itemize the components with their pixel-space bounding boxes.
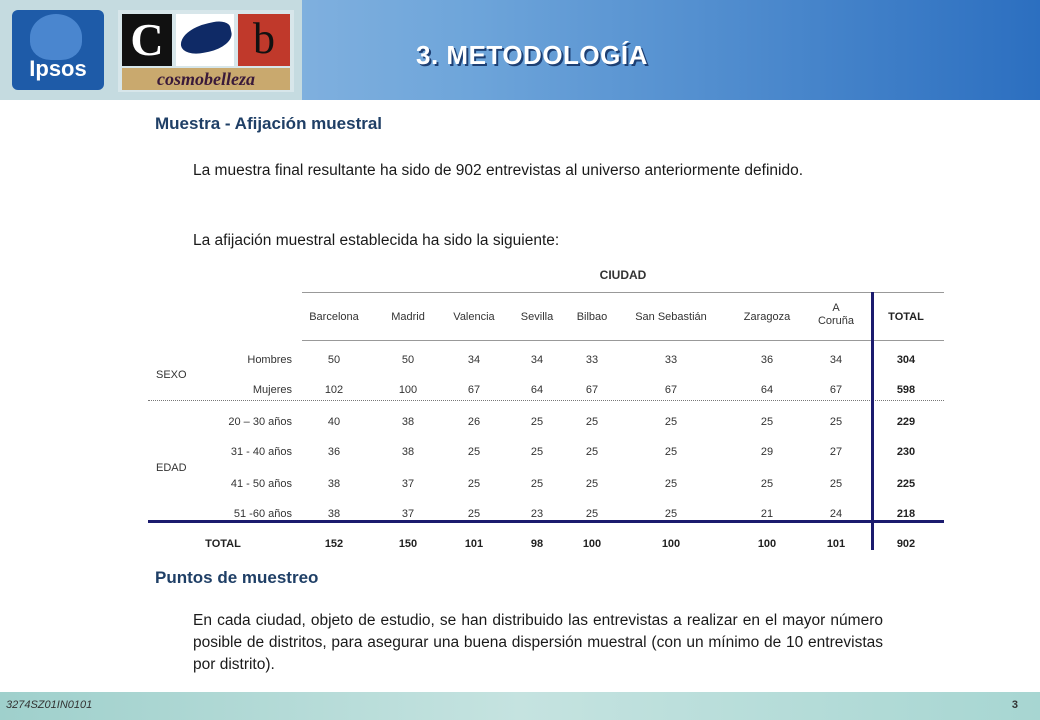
table-group-header-ciudad: CIUDAD	[599, 268, 647, 282]
cb-logo-c: C	[122, 14, 172, 66]
row-label: 20 – 30 años	[228, 416, 292, 428]
row-total: 229	[896, 416, 916, 428]
group-label: EDAD	[156, 462, 187, 474]
column-header: Valencia	[453, 311, 495, 323]
row-label: 51 -60 años	[233, 508, 292, 520]
table-cell: 25	[664, 478, 678, 490]
section-title-muestra: Muestra - Afijación muestral	[155, 114, 383, 133]
cb-logo-word: cosmobelleza	[122, 68, 290, 90]
table-cell: 100	[398, 384, 418, 396]
table-cell: 25	[585, 446, 599, 458]
row-total: 218	[896, 508, 916, 520]
column-header: A Coruña	[817, 302, 855, 327]
column-header: Sevilla	[520, 311, 554, 323]
grand-total: 902	[896, 538, 916, 550]
slide-title: 3. METODOLOGÍA	[416, 40, 648, 70]
column-header: San Sebastián	[635, 311, 707, 323]
table-cell: 38	[401, 416, 415, 428]
table-cell: 23	[530, 508, 544, 520]
table-cell: 36	[327, 446, 341, 458]
row-label: Mujeres	[252, 384, 292, 396]
row-total: 304	[896, 354, 916, 366]
table-cell: 38	[327, 508, 341, 520]
footer-bar	[0, 692, 1040, 720]
row-total: 225	[896, 478, 916, 490]
total-row-cell: 100	[661, 538, 681, 550]
column-header: TOTAL	[888, 311, 924, 323]
table-rule-dotted	[148, 400, 944, 401]
document-code: 3274SZ01IN0101	[6, 699, 93, 711]
table-cell: 33	[585, 354, 599, 366]
row-total: 598	[896, 384, 916, 396]
section-title-puntos: Puntos de muestreo	[155, 568, 319, 587]
total-row-cell: 100	[582, 538, 602, 550]
total-row-cell: 101	[826, 538, 846, 550]
page-number: 3	[1011, 699, 1018, 711]
ipsos-logo-text: Ipsos	[29, 56, 87, 81]
table-cell: 26	[467, 416, 481, 428]
table-cell: 102	[324, 384, 344, 396]
table-cell: 34	[467, 354, 481, 366]
table-cell: 50	[401, 354, 415, 366]
total-row-cell: 152	[324, 538, 344, 550]
table-cell: 38	[327, 478, 341, 490]
table-cell: 25	[760, 416, 774, 428]
total-row-label: TOTAL	[205, 538, 241, 550]
ipsos-logo	[12, 10, 104, 90]
table-cell: 25	[467, 478, 481, 490]
table-cell: 25	[664, 416, 678, 428]
total-row-cell: 150	[398, 538, 418, 550]
cosmobelleza-logo	[118, 10, 294, 92]
row-label: 41 - 50 años	[230, 478, 292, 490]
table-cell: 40	[327, 416, 341, 428]
total-row-cell: 100	[757, 538, 777, 550]
table-cell: 25	[829, 478, 843, 490]
table-cell: 37	[401, 478, 415, 490]
column-header: Barcelona	[309, 311, 359, 323]
ipsos-face-icon	[30, 14, 82, 60]
table-cell: 27	[829, 446, 843, 458]
table-cell: 25	[760, 478, 774, 490]
table-cell: 25	[530, 446, 544, 458]
row-label: Hombres	[247, 354, 292, 366]
column-header: Bilbao	[576, 311, 608, 323]
paragraph-muestra-final: La muestra final resultante ha sido de 902 entrevistas al universo anteriormente definido.	[193, 162, 804, 179]
table-cell: 25	[585, 478, 599, 490]
table-cell: 67	[467, 384, 481, 396]
column-header: Madrid	[391, 311, 425, 323]
table-cell: 25	[585, 416, 599, 428]
total-row-cell: 101	[464, 538, 484, 550]
table-cell: 25	[829, 416, 843, 428]
table-cell: 37	[401, 508, 415, 520]
table-cell: 25	[530, 416, 544, 428]
paragraph-puntos-muestreo: En cada ciudad, objeto de estudio, se han distribuido las entrevistas a realizar en el mayor número posible de distritos, para asegurar una buena dispersión muestral (con un mínimo de 10 entrevistas por distrito).	[193, 612, 883, 673]
table-cell: 34	[829, 354, 843, 366]
table-cell: 38	[401, 446, 415, 458]
logo-area	[0, 0, 302, 100]
table-total-divider	[871, 292, 874, 550]
group-label: SEXO	[156, 369, 187, 381]
table-cell: 21	[760, 508, 774, 520]
table-cell: 25	[664, 446, 678, 458]
row-label: 31 - 40 años	[230, 446, 292, 458]
table-cell: 25	[585, 508, 599, 520]
table-cell: 67	[585, 384, 599, 396]
table-cell: 67	[664, 384, 678, 396]
table-cell: 25	[664, 508, 678, 520]
row-total: 230	[896, 446, 916, 458]
table-cell: 34	[530, 354, 544, 366]
table-cell: 25	[467, 508, 481, 520]
table-cell: 24	[829, 508, 843, 520]
table-cell: 50	[327, 354, 341, 366]
table-cell: 25	[467, 446, 481, 458]
table-rule	[302, 292, 944, 293]
total-row-cell: 98	[530, 538, 544, 550]
table-cell: 36	[760, 354, 774, 366]
column-header: Zaragoza	[743, 311, 791, 323]
table-rule	[302, 340, 944, 341]
cb-logo-b: b	[238, 14, 290, 66]
cb-logo-figure-icon	[176, 14, 234, 66]
table-cell: 25	[530, 478, 544, 490]
table-cell: 29	[760, 446, 774, 458]
table-cell: 67	[829, 384, 843, 396]
table-cell: 33	[664, 354, 678, 366]
table-cell: 64	[760, 384, 774, 396]
table-cell: 64	[530, 384, 544, 396]
sample-allocation-table	[148, 268, 944, 550]
paragraph-afijacion: La afijación muestral establecida ha sido la siguiente:	[193, 232, 560, 249]
